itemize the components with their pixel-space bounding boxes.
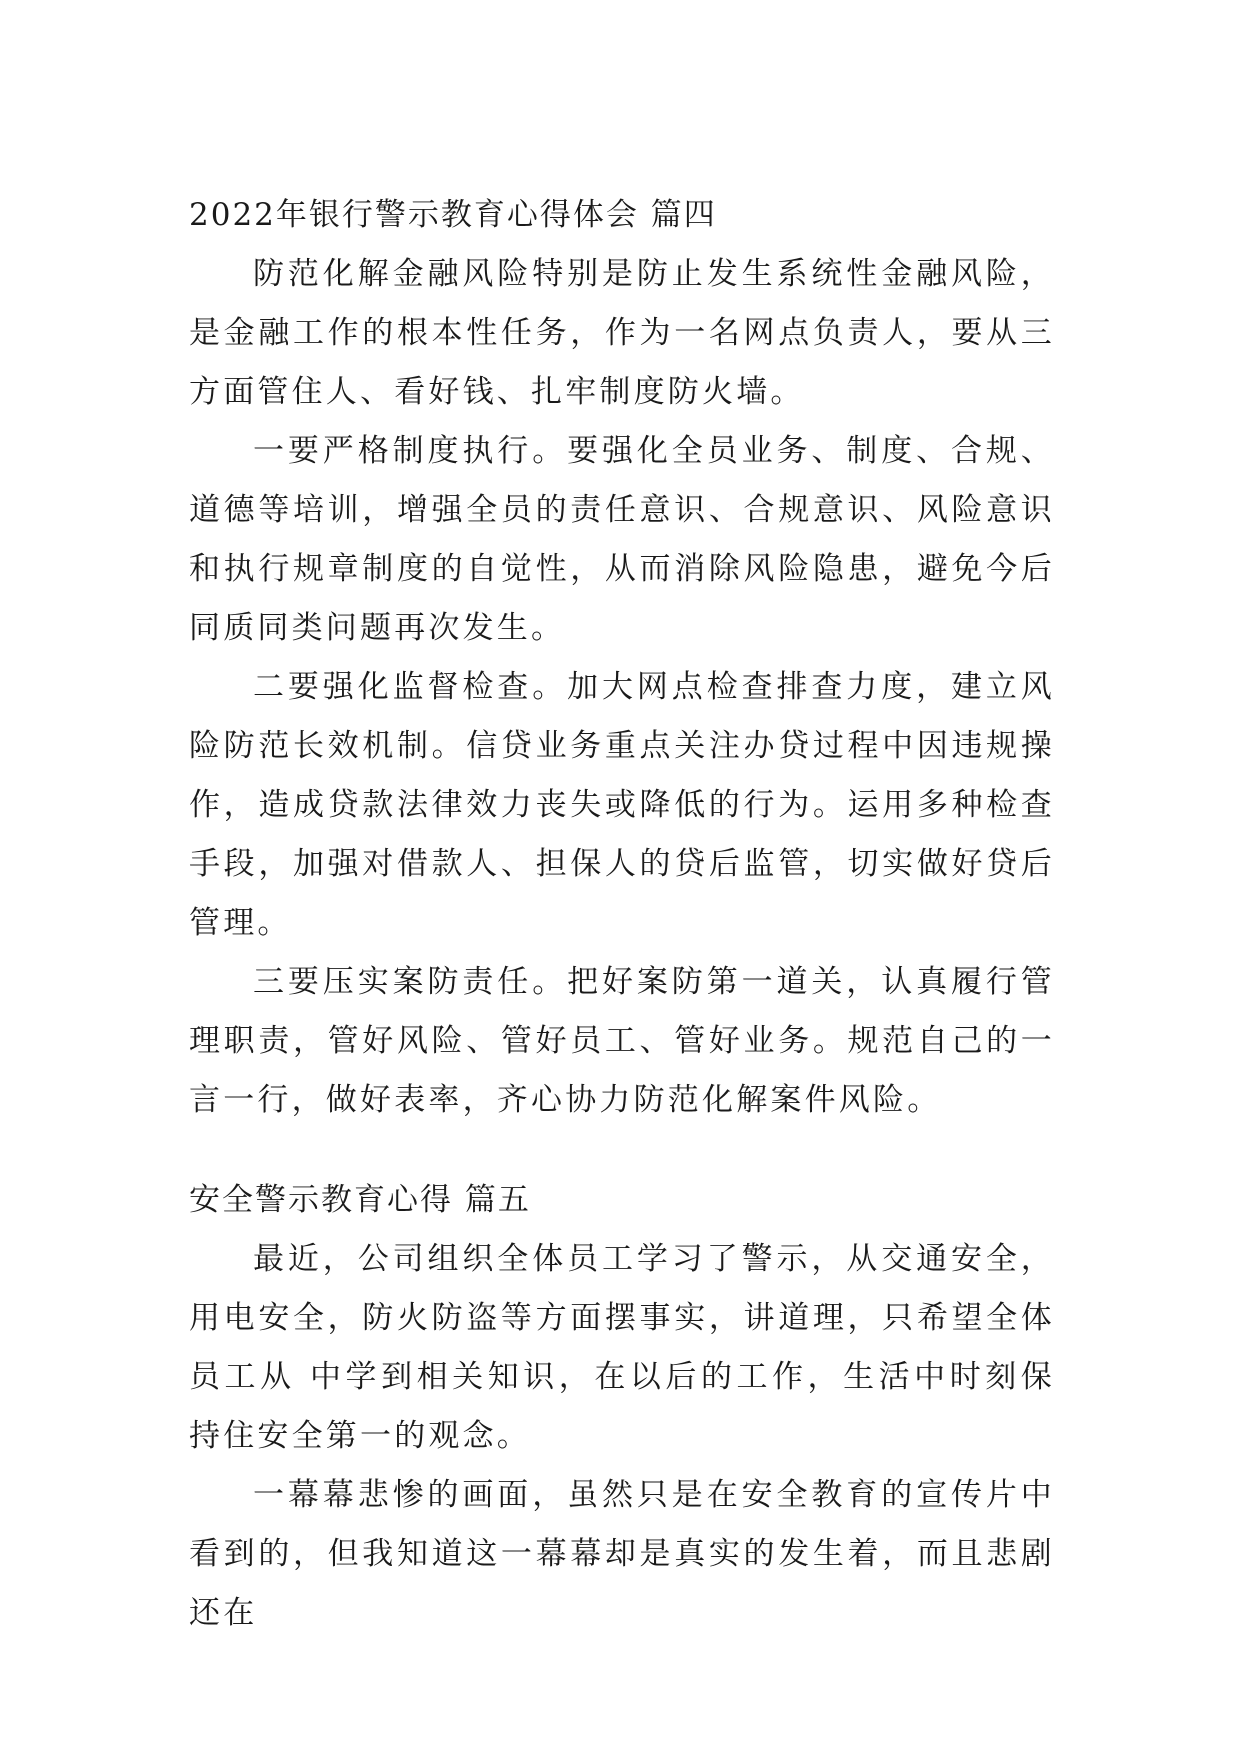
paragraph: 一幕幕悲惨的画面，虽然只是在安全教育的宣传片中看到的，但我知道这一幕幕却是真实的发生着，而且悲剧还在	[189, 1477, 1055, 1631]
paragraph: 一要严格制度执行。要强化全员业务、制度、合规、道德等培训，增强全员的责任意识、合规意识、风险意识和执行规章制度的自觉性，从而消除风险隐患，避免今后同质同类问题再次发生。	[189, 433, 1055, 646]
section-part-five	[189, 1171, 1055, 1643]
paragraph: 二要强化监督检查。加大网点检查排查力度，建立风险防范长效机制。信贷业务重点关注办贷过程中因违规操作，造成贷款法律效力丧失或降低的行为。运用多种检查手段，加强对借款人、担保人的贷后监管，切实做好贷后管理。	[189, 669, 1055, 941]
section-title: 安全警示教育心得 篇五	[189, 1182, 531, 1218]
paragraph: 防范化解金融风险特别是防止发生系统性金融风险，是金融工作的根本性任务，作为一名网点负责人，要从三方面管住人、看好钱、扎牢制度防火墙。	[189, 256, 1055, 410]
paragraph: 最近，公司组织全体员工学习了警示，从交通安全，用电安全，防火防盗等方面摆事实，讲道理，只希望全体员工从 中学到相关知识，在以后的工作，生活中时刻保持住安全第一的观念。	[189, 1241, 1055, 1454]
section-title: 2022年银行警示教育心得体会 篇四	[189, 197, 717, 233]
document-page	[189, 186, 1055, 1643]
section-part-four	[189, 186, 1055, 1130]
paragraph: 三要压实案防责任。把好案防第一道关，认真履行管理职责，管好风险、管好员工、管好业务。规范自己的一言一行，做好表率，齐心协力防范化解案件风险。	[189, 964, 1055, 1118]
section-spacer	[189, 1130, 1055, 1171]
